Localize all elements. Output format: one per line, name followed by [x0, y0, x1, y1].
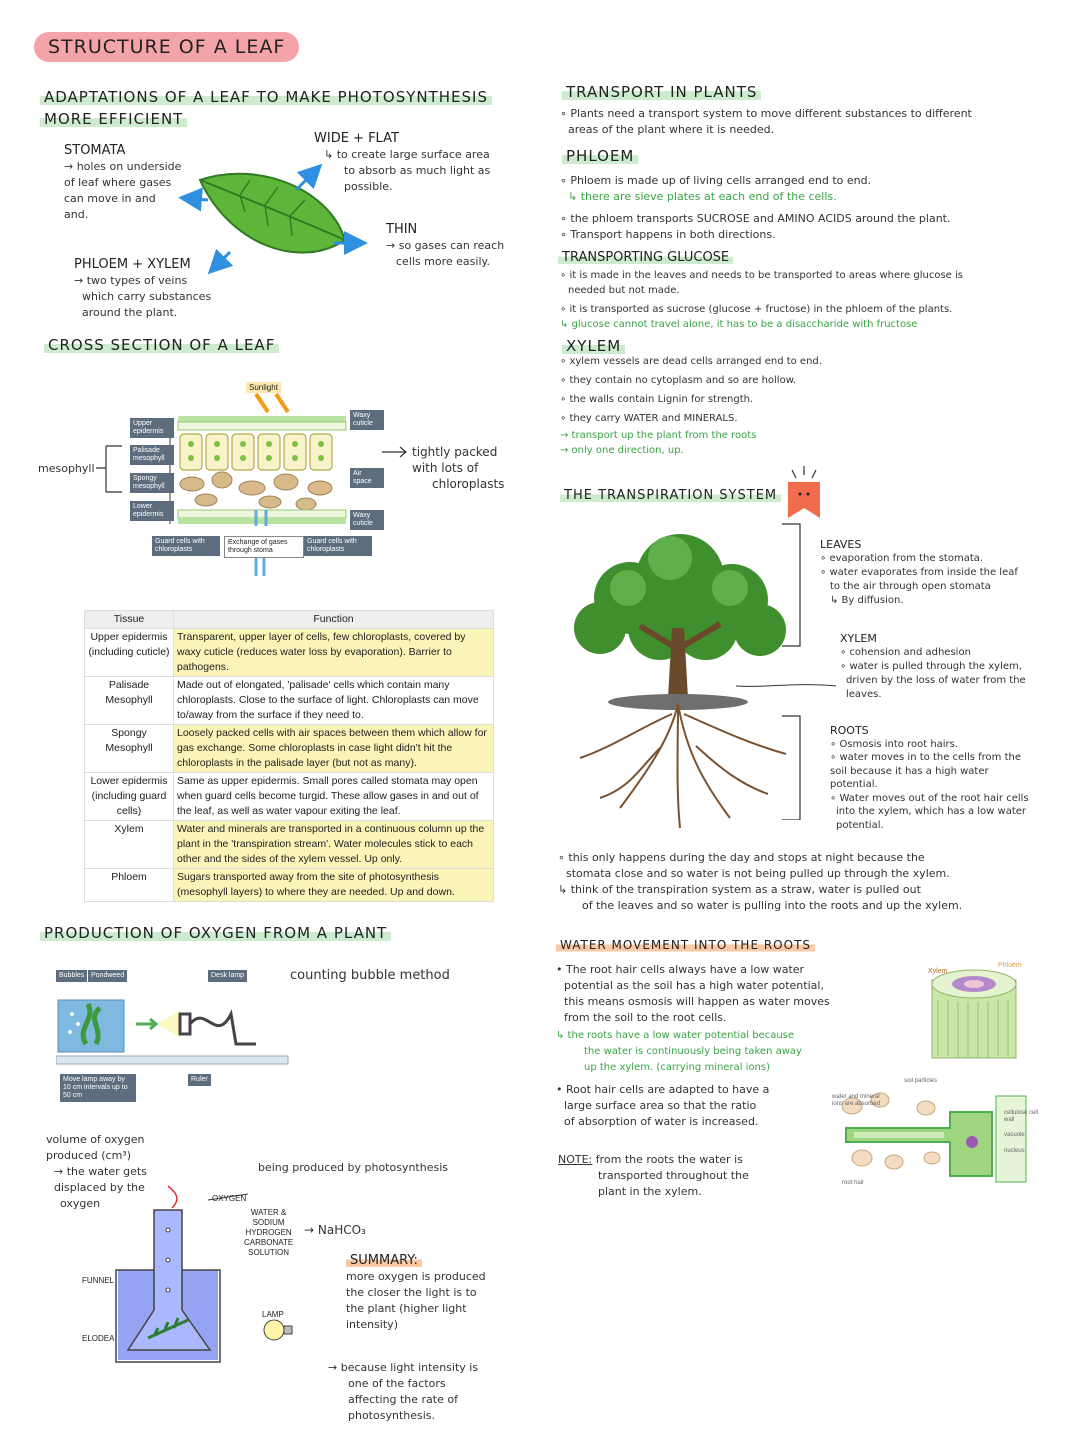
adaptations-heading-line1: ADAPTATIONS OF A LEAF TO MAKE PHOTOSYNTHESIS — [40, 88, 492, 106]
label-line: HYDROGEN — [245, 1228, 292, 1237]
note-line: ∘ it is made in the leaves and needs to be transported to areas where glucose is — [560, 270, 963, 281]
note-line: ∘ they carry WATER and MINERALS. — [560, 413, 738, 424]
note-line: potential. — [836, 819, 884, 831]
note-line: to absorb as much light as — [344, 164, 491, 177]
table-cell-tissue: Upper epidermis (including cuticle) — [85, 629, 174, 677]
water-movement-heading-text: WATER MOVEMENT INTO THE ROOTS — [556, 938, 815, 952]
page-title: STRUCTURE OF A LEAF — [34, 32, 299, 62]
note-line: the plant (higher light — [346, 1302, 467, 1315]
note-line: → the water gets — [54, 1165, 147, 1178]
root-hair-label: root hair — [842, 1180, 865, 1186]
bubble-setup — [56, 984, 292, 1072]
roots-title: ROOTS — [830, 724, 869, 737]
cross-section-heading — [44, 336, 279, 354]
table-cell-tissue: Spongy Mesophyll — [85, 725, 174, 773]
note-line: affecting the rate of — [348, 1393, 458, 1406]
note-line: ↳ to create large surface area — [324, 148, 490, 161]
roots-note — [830, 724, 1060, 832]
note-line: to the air through open stomata — [830, 581, 991, 592]
note-line: ∘ the walls contain Lignin for strength. — [560, 394, 754, 405]
phloem-notes — [560, 173, 1050, 243]
pondweed-label: Pondweed — [88, 970, 127, 982]
xylem-pointer-line — [736, 676, 840, 696]
note-line: ↳ By diffusion. — [830, 595, 904, 606]
note-line: stomata close and so water is not being pulled up through the xylem. — [566, 867, 950, 880]
note-line: → so gases can reach — [386, 239, 505, 252]
xylem-heading-text: XYLEM — [562, 337, 625, 355]
note-line: ∘ water evaporates from inside the leaf — [820, 567, 1018, 578]
transport-intro — [560, 106, 1050, 138]
note-line: potential. — [830, 779, 878, 790]
adaptation-arrows — [0, 0, 560, 320]
note-line: ∘ this only happens during the day and stops at night because the — [558, 851, 925, 864]
bubble-experiment-diagram — [56, 966, 292, 1099]
table-cell-function: Transparent, upper layer of cells, few chloroplasts, covered by waxy cuticle (reduces water loss by evaporation). Barrier to pathogens. — [174, 629, 494, 677]
note-line: large surface area so that the ratio — [564, 1099, 757, 1112]
stomata-title: STOMATA — [64, 143, 126, 158]
root-section — [918, 960, 1028, 1070]
water-movement-heading — [556, 938, 815, 952]
table-cell-tissue: Phloem — [85, 869, 174, 902]
table-cell-tissue: Palisade Mesophyll — [85, 677, 174, 725]
note-line: ∘ water is pulled through the xylem, — [840, 661, 1022, 672]
cross-section-diagram — [130, 380, 380, 580]
note-line: can move in and — [64, 192, 156, 205]
note-line: ∘ water moves in to the cells from the — [830, 752, 1021, 763]
note-line: around the plant. — [82, 306, 178, 319]
transpiration-heading — [560, 488, 781, 503]
guard-cells-label: Guard cells with chloroplasts — [152, 536, 220, 556]
note-line: ∘ the phloem transports SUCROSE and AMINO ACIDS around the plant. — [560, 212, 951, 225]
note-line: one of the factors — [348, 1377, 446, 1390]
move-lamp-label: Move lamp away by 10 cm intervals up to 50 cm — [60, 1074, 136, 1102]
ruler-label: Ruler — [188, 1074, 211, 1086]
root-cross-section-diagram — [918, 960, 1028, 1070]
nucleus-label: nucleus — [1004, 1148, 1025, 1154]
phloem-heading — [562, 147, 638, 165]
xylem-label: Xylem — [928, 968, 948, 975]
summary-title: SUMMARY: — [346, 1253, 422, 1268]
waxy-cuticle-label: Waxy cuticle — [350, 510, 384, 530]
waxy-cuticle-label: Waxy cuticle — [350, 410, 384, 430]
glucose-heading-text: TRANSPORTING GLUCOSE — [558, 250, 733, 265]
note-line: ↳ think of the transpiration system as a straw, water is pulled out — [558, 883, 921, 896]
table-cell-function: Water and minerals are transported in a continuous column up the plant in the 'transpiration stream'. Water molecules stick to each other and the sides of the xylem vessel. Up only. — [174, 821, 494, 869]
oxygen-label: OXYGEN — [212, 1194, 247, 1203]
oxygen-heading — [40, 924, 391, 942]
note-label: NOTE: — [558, 1153, 593, 1166]
night-note — [558, 850, 1058, 914]
label-line: WATER & — [250, 1208, 287, 1217]
note-line-green: ↳ glucose cannot travel alone, it has to be a disaccharide with fructose — [560, 319, 918, 330]
note-line: intensity) — [346, 1318, 398, 1331]
because-note — [328, 1360, 478, 1424]
arrow-icon — [184, 198, 208, 200]
lamp-label: LAMP — [262, 1310, 284, 1319]
oxygen-heading-text: PRODUCTION OF OXYGEN FROM A PLANT — [40, 924, 391, 942]
elodea-label: ELODEA — [82, 1334, 115, 1343]
note-line: ∘ xylem vessels are dead cells arranged end to end. — [560, 356, 822, 367]
note-line: displaced by the — [54, 1181, 145, 1194]
note-line: this means osmosis will happen as water moves — [564, 995, 830, 1008]
summary-note — [346, 1253, 486, 1333]
arrow-icon — [380, 440, 410, 460]
table-row — [85, 773, 494, 821]
guard-cells-label: Guard cells with chloroplasts — [304, 536, 372, 556]
note-line: with lots of — [412, 461, 479, 475]
note-line: cells more easily. — [396, 255, 490, 268]
table-header-function: Function — [174, 611, 494, 629]
mesophyll-label: mesophyll — [38, 462, 95, 475]
xylem-title: XYLEM — [840, 632, 877, 645]
note-line: → holes on underside — [64, 160, 182, 173]
counting-bubble-method: counting bubble method — [290, 968, 450, 983]
air-space-label: Air space — [350, 468, 384, 488]
note-line: → because light intensity is — [328, 1361, 479, 1374]
note-line: plant in the xylem. — [598, 1185, 702, 1198]
table-cell-function: Loosely packed cells with air spaces between them which allow for gas exchange. Some chloroplasts in case light didn't hit the chloroplasts in the palisade layer (but not as many). — [174, 725, 494, 773]
bookmark-icon — [780, 462, 830, 524]
transpiration-heading-text: THE TRANSPIRATION SYSTEM — [560, 488, 781, 503]
cross-section-heading-text: CROSS SECTION OF A LEAF — [44, 336, 279, 354]
table-row — [85, 629, 494, 677]
gas-exchange-label: Exchange of gases through stoma — [224, 536, 304, 558]
glucose-notes — [560, 268, 1060, 332]
phloem-xylem-title: PHLOEM + XYLEM — [74, 257, 191, 272]
transport-heading — [562, 83, 761, 101]
table-row — [85, 725, 494, 773]
note-line: → two types of veins — [74, 274, 188, 287]
note-line: more oxygen is produced — [346, 1270, 486, 1283]
funnel-label: FUNNEL — [82, 1276, 115, 1285]
note-line: ∘ cohension and adhesion — [840, 647, 971, 658]
note-line: soil because it has a high water — [830, 765, 989, 777]
note-line: chloroplasts — [432, 477, 505, 491]
note-line: ∘ Plants need a transport system to move different substances to different — [560, 107, 972, 120]
water-absorbed-label: water and mineral ions are absorbed — [832, 1094, 881, 1107]
table-row — [85, 869, 494, 902]
note-line: oxygen — [60, 1197, 101, 1210]
note-line-green: → only one direction, up. — [560, 445, 684, 456]
note-line: possible. — [344, 180, 393, 193]
note-line: tightly packed — [412, 445, 498, 459]
table-row — [85, 821, 494, 869]
tightly-packed-note — [412, 444, 504, 492]
tissue-table — [84, 610, 494, 902]
sunlight-label: Sunlight — [246, 382, 281, 393]
spongy-mesophyll-label: Spongy mesophyll — [130, 473, 174, 493]
note-line: of the leaves and so water is pulling into the roots and up the xylem. — [582, 899, 963, 912]
note-line: ∘ Osmosis into root hairs. — [830, 738, 959, 750]
root-hair-cell — [832, 1076, 1042, 1186]
note-line: ∘ evaporation from the stomata. — [820, 553, 984, 564]
label-line: SOLUTION — [248, 1248, 290, 1257]
table-row — [85, 677, 494, 725]
note-line: volume of oxygen — [46, 1133, 145, 1146]
transport-heading-text: TRANSPORT IN PLANTS — [562, 83, 761, 101]
palisade-mesophyll-label: Palisade mesophyll — [130, 445, 174, 465]
upper-epidermis-label: Upper epidermis — [130, 418, 174, 438]
leaves-note — [820, 538, 1060, 608]
note-line: which carry substances — [82, 290, 212, 303]
note-line: areas of the plant where it is needed. — [568, 123, 775, 136]
xylem-transpiration-note — [840, 632, 1050, 702]
note-line: ∘ Transport happens in both directions. — [560, 228, 776, 241]
note-line: ∘ they contain no cytoplasm and so are hollow. — [560, 375, 797, 386]
roots-xylem-note — [558, 1152, 749, 1200]
note-line: the closer the light is to — [346, 1286, 477, 1299]
thin-title: THIN — [386, 222, 418, 237]
note-line: driven by the loss of water from the — [846, 675, 1026, 686]
wide-flat-title: WIDE + FLAT — [314, 131, 399, 146]
leaves-title: LEAVES — [820, 538, 862, 551]
table-cell-function: Made out of elongated, 'palisade' cells which contain many chloroplasts. Close to the surface of light. Chloroplasts can move to/away from the surface if they need to. — [174, 677, 494, 725]
phloem-label: Phloem — [998, 962, 1022, 969]
note-line: • The root hair cells always have a low water — [556, 963, 805, 976]
note-line-green: → transport up the plant from the roots — [560, 430, 757, 441]
mesophyll-bracket — [92, 440, 132, 500]
note-line: ∘ it is transported as sucrose (glucose + fructose) in the phloem of the plants. — [560, 304, 953, 315]
note-line: ∘ Phloem is made up of living cells arranged end to end. — [560, 174, 872, 187]
glucose-heading — [558, 250, 733, 265]
adaptations-heading-line2: MORE EFFICIENT — [40, 110, 187, 128]
note-line: of leaf where gases — [64, 176, 172, 189]
note-line: potential as the soil has a high water potential, — [564, 979, 824, 992]
note-line: produced (cm³) — [46, 1149, 131, 1162]
note-line-green: up the xylem. (carrying mineral ions) — [584, 1062, 771, 1073]
root-hair-diagram — [832, 1076, 1042, 1186]
cell-wall-label: cellulose cell wall — [1004, 1110, 1039, 1123]
note-line: from the soil to the root cells. — [564, 1011, 727, 1024]
table-cell-function: Same as upper epidermis. Small pores called stomata may open when guard cells become turgid. These allow gases in and out of the leaf, as well as water vapour exiting the leaf. — [174, 773, 494, 821]
label-line: CARBONATE — [244, 1238, 294, 1247]
table-cell-tissue: Xylem — [85, 821, 174, 869]
note-line: leaves. — [846, 689, 882, 700]
lower-epidermis-label: Lower epidermis — [130, 501, 174, 521]
water-solution-label — [244, 1208, 293, 1258]
note-line: photosynthesis. — [348, 1409, 436, 1422]
note-line: into the xylem, which has a low water — [836, 806, 1027, 817]
table-cell-tissue: Lower epidermis (including guard cells) — [85, 773, 174, 821]
note-line: and. — [64, 208, 89, 221]
note-line: needed but not made. — [568, 285, 680, 296]
transpiration-brackets — [780, 520, 810, 820]
note-line: • Root hair cells are adapted to have a — [556, 1083, 770, 1096]
arrow-icon — [212, 252, 230, 270]
soil-particles-label: soil particles — [904, 1078, 938, 1084]
note-line-green: ↳ the roots have a low water potential because — [556, 1030, 795, 1041]
note-line: from the roots the water is — [595, 1153, 743, 1166]
vacuole-label: vacuole — [1004, 1132, 1025, 1138]
table-cell-function: Sugars transported away from the site of photosynthesis (mesophyll layers) to where they are needed. Up and down. — [174, 869, 494, 902]
note-line: transported throughout the — [598, 1169, 749, 1182]
note-line: of absorption of water is increased. — [564, 1115, 759, 1128]
arrow-icon — [296, 168, 318, 190]
phloem-heading-text: PHLOEM — [562, 147, 638, 165]
note-line: ∘ Water moves out of the root hair cells — [830, 792, 1029, 804]
being-produced-note: being produced by photosynthesis — [258, 1161, 448, 1174]
xylem-notes — [560, 352, 1050, 458]
nahco3-note: → NaHCO₃ — [304, 1223, 366, 1237]
bubbles-label: Bubbles — [56, 970, 87, 982]
desk-lamp-label: Desk lamp — [208, 970, 247, 982]
note-line-green: ↳ there are sieve plates at each end of the cells. — [568, 190, 837, 203]
note-line-green: the water is continuously being taken away — [584, 1046, 802, 1057]
table-header-tissue: Tissue — [85, 611, 174, 629]
label-line: SODIUM — [252, 1218, 285, 1227]
